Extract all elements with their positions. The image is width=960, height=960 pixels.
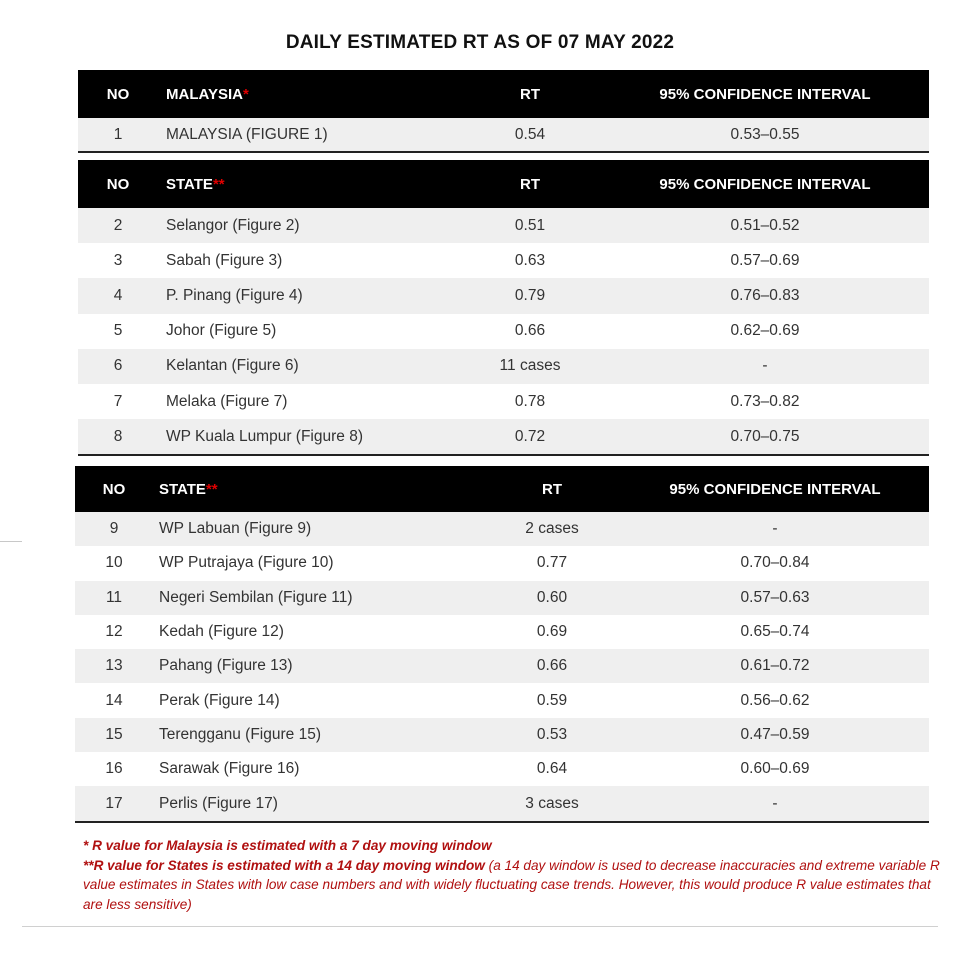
row-number: 5 [113, 322, 123, 340]
table-row [75, 718, 929, 752]
header-name: STATE** [159, 480, 218, 498]
divider-line [22, 926, 938, 927]
table-body [75, 512, 929, 821]
table-divider [75, 821, 929, 823]
table-row [78, 208, 929, 243]
row-number: 3 [113, 251, 123, 269]
row-name: Pahang (Figure 13) [159, 657, 293, 675]
row-rt-value: 0.72 [514, 427, 546, 445]
header-star: ** [212, 175, 225, 193]
row-confidence-interval: 0.57–0.63 [740, 588, 810, 606]
header-ci: 95% CONFIDENCE INTERVAL [669, 480, 881, 498]
header-ci: 95% CONFIDENCE INTERVAL [659, 175, 871, 193]
table-row [75, 786, 929, 820]
table-row [75, 649, 929, 683]
footnote-states: **R value for States is estimated with a 14 day moving window (a 14 day window is used to decrease inaccuracies and extreme variable R value estimates in States with low case numbers and with widely fluctuating case trends. However, this would produce R value estimates that are less sensitive) [83, 857, 940, 912]
table-row [75, 546, 929, 580]
divider-line [0, 541, 22, 542]
row-number: 10 [105, 554, 123, 572]
header-rt: RT [520, 85, 540, 103]
table-body [78, 118, 929, 151]
row-name: MALAYSIA (FIGURE 1) [166, 125, 328, 143]
row-confidence-interval: - [772, 794, 778, 812]
row-name: Sarawak (Figure 16) [159, 760, 300, 778]
row-confidence-interval: 0.51–0.52 [730, 216, 800, 234]
row-confidence-interval: 0.61–0.72 [740, 657, 810, 675]
page-title: DAILY ESTIMATED RT AS OF 07 MAY 2022 [285, 32, 675, 53]
row-rt-value: 0.60 [536, 588, 568, 606]
row-confidence-interval: - [772, 520, 778, 538]
header-ci: 95% CONFIDENCE INTERVAL [659, 85, 871, 103]
row-rt-value: 2 cases [525, 520, 579, 538]
header-no: NO [102, 480, 126, 498]
row-rt-value: 11 cases [499, 357, 561, 375]
row-confidence-interval: 0.73–0.82 [730, 392, 800, 410]
row-rt-value: 0.59 [536, 691, 568, 709]
row-confidence-interval: 0.57–0.69 [730, 251, 800, 269]
row-name: P. Pinang (Figure 4) [166, 286, 303, 304]
row-confidence-interval: 0.60–0.69 [740, 760, 810, 778]
row-number: 13 [105, 657, 123, 675]
state-table-2 [75, 466, 929, 823]
row-number: 2 [113, 216, 123, 234]
table-row [75, 615, 929, 649]
table-header [78, 160, 929, 208]
row-confidence-interval: 0.76–0.83 [730, 286, 800, 304]
row-name: Perlis (Figure 17) [159, 794, 278, 812]
table-row [78, 118, 929, 151]
row-number: 1 [113, 125, 123, 143]
row-name: Terengganu (Figure 15) [159, 725, 321, 743]
table-row [75, 581, 929, 615]
row-name: WP Kuala Lumpur (Figure 8) [166, 427, 363, 445]
row-number: 6 [113, 357, 123, 375]
row-number: 8 [113, 427, 123, 445]
row-number: 4 [113, 286, 123, 304]
row-rt-value: 0.51 [514, 216, 546, 234]
table-header [75, 466, 929, 512]
header-star: ** [205, 480, 218, 498]
row-rt-value: 3 cases [525, 794, 579, 812]
row-rt-value: 0.64 [536, 760, 568, 778]
row-rt-value: 0.79 [514, 286, 546, 304]
footnote-malaysia: * R value for Malaysia is estimated with a 7 day moving window [83, 838, 492, 853]
row-name: Melaka (Figure 7) [166, 392, 288, 410]
row-confidence-interval: 0.62–0.69 [730, 322, 800, 340]
header-name: STATE** [166, 175, 225, 193]
header-name: MALAYSIA* [166, 85, 249, 103]
row-confidence-interval: 0.47–0.59 [740, 725, 810, 743]
row-rt-value: 0.69 [536, 623, 568, 641]
row-name: WP Putrajaya (Figure 10) [159, 554, 334, 572]
row-number: 9 [109, 520, 119, 538]
table-row [78, 278, 929, 313]
row-name: Kedah (Figure 12) [159, 623, 284, 641]
row-name: Selangor (Figure 2) [166, 216, 300, 234]
row-rt-value: 0.78 [514, 392, 546, 410]
table-row [75, 512, 929, 546]
row-name: Perak (Figure 14) [159, 691, 280, 709]
row-number: 17 [105, 794, 123, 812]
row-name: WP Labuan (Figure 9) [159, 520, 312, 538]
row-name: Sabah (Figure 3) [166, 251, 283, 269]
table-row [75, 683, 929, 717]
malaysia-table [78, 70, 929, 153]
row-number: 7 [113, 392, 123, 410]
row-number: 16 [105, 760, 123, 778]
table-row [78, 243, 929, 278]
header-rt: RT [542, 480, 562, 498]
row-name: Johor (Figure 5) [166, 322, 277, 340]
row-confidence-interval: 0.70–0.75 [730, 427, 800, 445]
row-confidence-interval: 0.70–0.84 [740, 554, 810, 572]
table-divider [78, 454, 929, 456]
table-body [78, 208, 929, 454]
table-row [78, 314, 929, 349]
row-rt-value: 0.54 [514, 125, 546, 143]
table-row [78, 419, 929, 454]
row-confidence-interval: 0.65–0.74 [740, 623, 810, 641]
row-number: 15 [105, 725, 123, 743]
row-confidence-interval: 0.56–0.62 [740, 691, 810, 709]
row-confidence-interval: 0.53–0.55 [730, 125, 800, 143]
table-header [78, 70, 929, 118]
header-no: NO [106, 85, 130, 103]
row-rt-value: 0.63 [514, 251, 546, 269]
row-number: 12 [105, 623, 123, 641]
row-rt-value: 0.66 [514, 322, 546, 340]
state-table-1 [78, 160, 929, 456]
row-confidence-interval: - [762, 357, 768, 375]
header-star: * [242, 85, 249, 103]
row-number: 11 [105, 588, 123, 606]
row-number: 14 [105, 691, 123, 709]
header-no: NO [106, 175, 130, 193]
row-name: Negeri Sembilan (Figure 11) [159, 588, 353, 606]
header-rt: RT [520, 175, 540, 193]
row-rt-value: 0.77 [536, 554, 568, 572]
row-rt-value: 0.53 [536, 725, 568, 743]
footnotes [83, 836, 943, 914]
table-row [78, 349, 929, 384]
table-divider [78, 151, 929, 153]
table-row [75, 752, 929, 786]
table-row [78, 384, 929, 419]
row-name: Kelantan (Figure 6) [166, 357, 299, 375]
row-rt-value: 0.66 [536, 657, 568, 675]
